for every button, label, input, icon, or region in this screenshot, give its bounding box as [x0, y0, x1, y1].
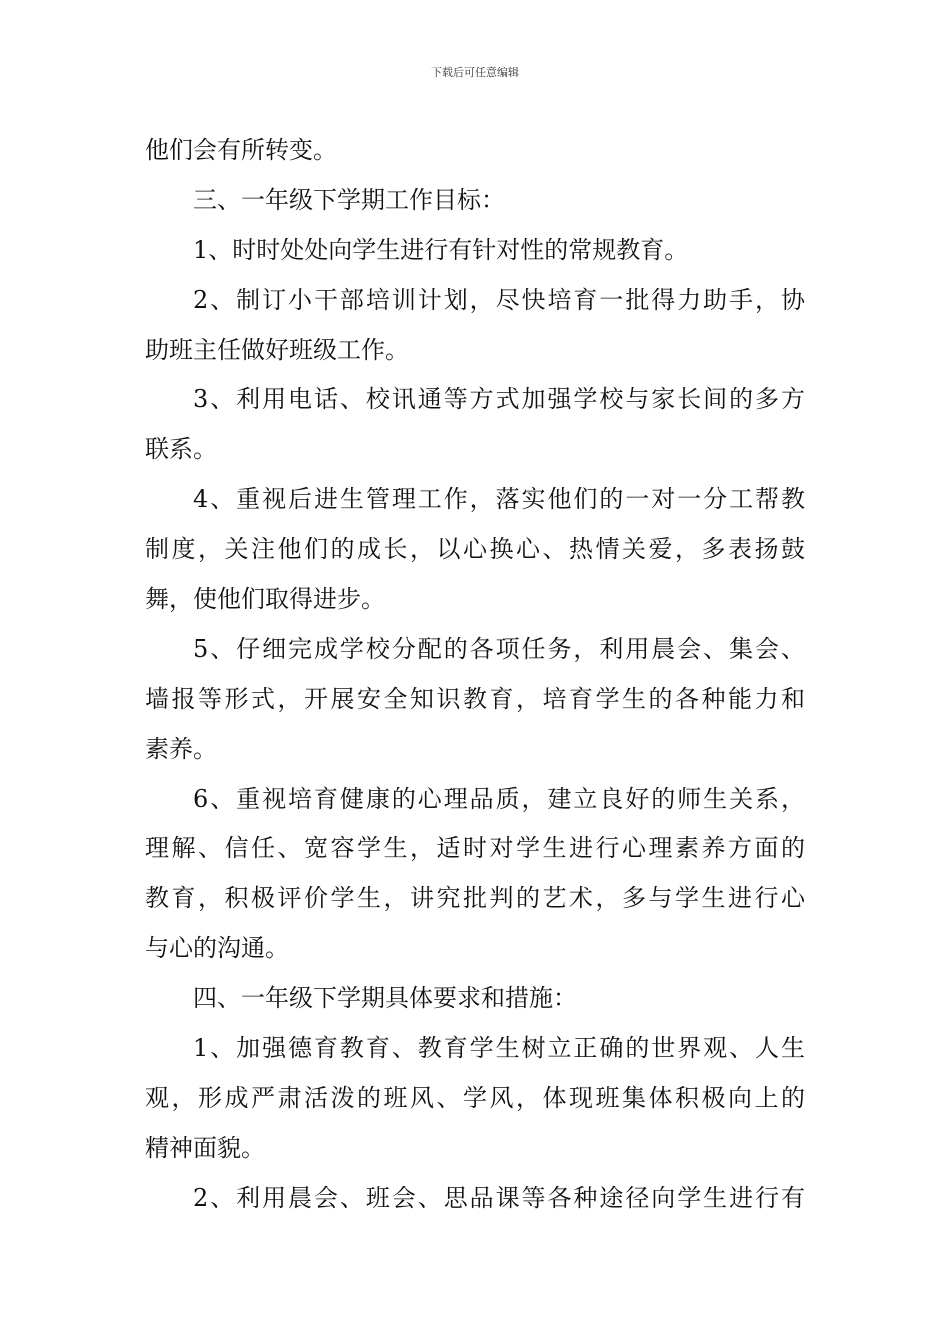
text-line: 1、加强德育教育、教育学生树立正确的世界观、人生	[193, 1034, 805, 1063]
document-body	[145, 126, 805, 1224]
text-line: 教育，积极评价学生，讲究批判的艺术，多与学生进行心	[145, 884, 805, 913]
page-header-note: 下载后可任意编辑	[431, 66, 519, 79]
text-line: 制度，关注他们的成长，以心换心、热情关爱，多表扬鼓	[145, 535, 805, 564]
text-line: 5、仔细完成学校分配的各项任务，利用晨会、集会、	[193, 634, 805, 663]
text-line: 3、利用电话、校讯通等方式加强学校与家长间的多方	[193, 385, 805, 414]
text-line: 4、重视后进生管理工作，落实他们的一对一分工帮教	[193, 485, 805, 514]
text-line: 四、一年级下学期具体要求和措施：	[193, 984, 577, 1013]
text-line: 理解、信任、宽容学生，适时对学生进行心理素养方面的	[145, 834, 805, 863]
text-line: 舞，使他们取得进步。	[145, 585, 385, 614]
text-line: 精神面貌。	[145, 1133, 265, 1162]
text-line: 观，形成严肃活泼的班风、学风，体现班集体积极向上的	[145, 1083, 805, 1112]
text-line: 与心的沟通。	[145, 934, 289, 963]
text-line: 墙报等形式，开展安全知识教育，培育学生的各种能力和	[145, 684, 805, 713]
text-line: 助班主任做好班级工作。	[145, 335, 409, 364]
text-line: 6、重视培育健康的心理品质，建立良好的师生关系，	[193, 784, 805, 813]
text-line: 2、制订小干部培训计划，尽快培育一批得力助手，协	[193, 285, 805, 314]
text-line: 2、利用晨会、班会、思品课等各种途径向学生进行有	[193, 1183, 805, 1212]
text-line: 素养。	[145, 734, 217, 763]
text-line: 三、一年级下学期工作目标：	[193, 185, 505, 214]
text-line: 他们会有所转变。	[145, 136, 337, 164]
text-line: 1、时时处处向学生进行有针对性的常规教育。	[193, 235, 689, 264]
text-line: 联系。	[145, 435, 217, 464]
